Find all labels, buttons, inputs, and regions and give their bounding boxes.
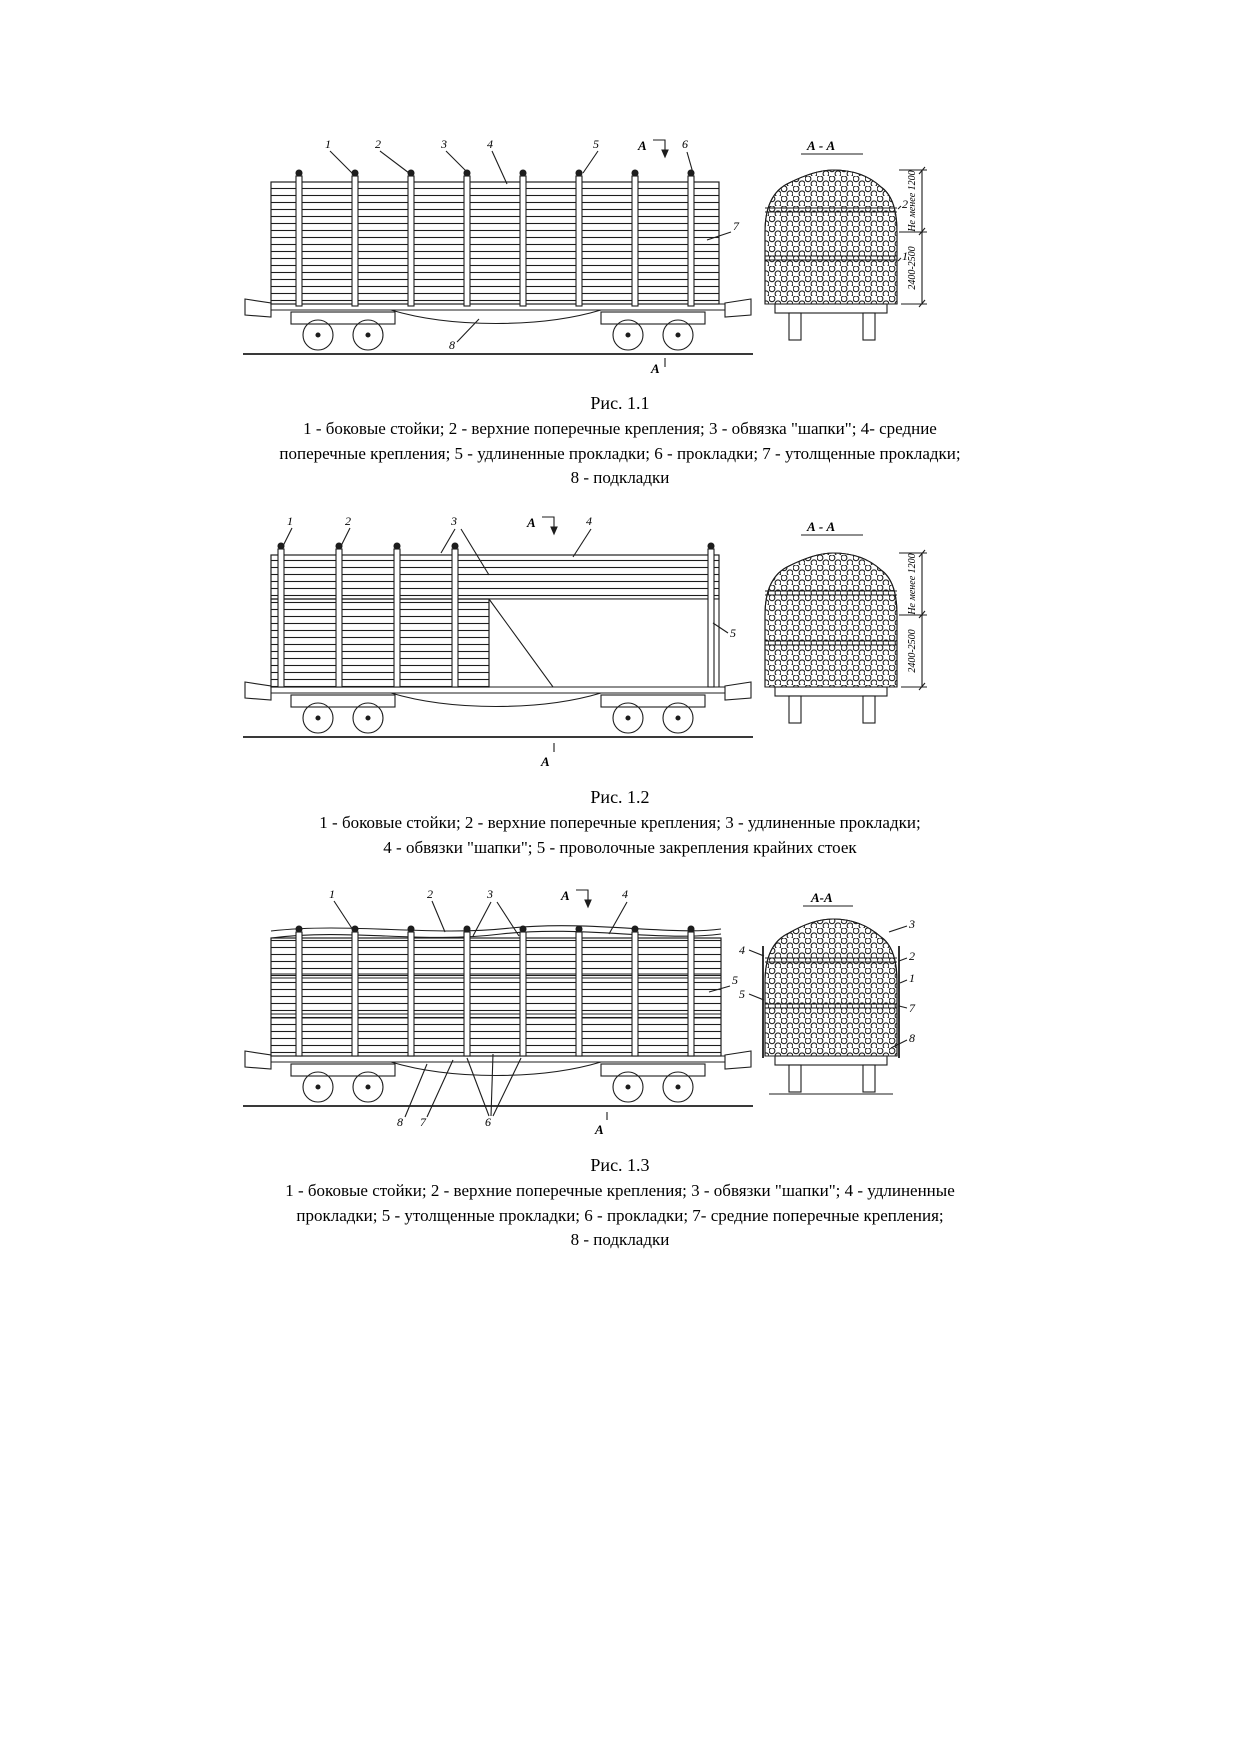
callout-3: 3 (487, 888, 493, 902)
railcar-side-view (243, 137, 753, 376)
callout-7-bottom: 7 (420, 1115, 426, 1130)
caption-line: прокладки; 5 - утолщенные прокладки; 6 - прокладки; 7- средние поперечные крепления; (296, 1205, 944, 1225)
end-callout-5: 5 (739, 987, 745, 1002)
end-callout-2: 2 (909, 949, 915, 964)
end-callout-1: 1 (909, 971, 915, 986)
callout-2: 2 (427, 888, 433, 902)
callout-6: 6 (682, 137, 688, 151)
section-mark-bottom: А (595, 1122, 604, 1138)
callout-8: 8 (449, 338, 455, 352)
figure-1-3-drawing (241, 888, 931, 1138)
figure-1-3-caption (0, 1179, 1240, 1253)
dim-top: Не менее 1200 (907, 170, 918, 232)
callout-6-bottom: 6 (485, 1115, 491, 1130)
end-callout-8: 8 (909, 1031, 915, 1046)
section-mark-top: А (638, 138, 647, 153)
callout-1: 1 (329, 888, 335, 902)
callout-5: 5 (593, 137, 599, 151)
railcar-side-view (243, 515, 753, 769)
end-callout-7: 7 (909, 1001, 915, 1016)
end-callout-1: 1 (902, 249, 908, 263)
callout-1: 1 (287, 514, 293, 528)
section-mark-top: А (527, 514, 536, 530)
dimensions (899, 550, 927, 690)
section-view-title: А - А (807, 518, 836, 534)
figure-1-2-drawing (241, 515, 931, 770)
caption-line: 1 - боковые стойки; 2 - верхние поперечные крепления; 3 - обвязка "шапки"; 4- средние (303, 419, 937, 438)
section-view (765, 519, 927, 723)
callout-8-bottom: 8 (397, 1115, 403, 1130)
callout-2: 2 (375, 137, 381, 151)
caption-line: поперечные крепления; 5 - удлиненные прокладки; 6 - прокладки; 7 - утолщенные прокладки; (279, 443, 961, 463)
section-mark-top: А (561, 888, 570, 904)
figure-1-3 (0, 888, 1240, 1253)
callout-5: 5 (732, 973, 738, 988)
section-mark-bottom: А (651, 361, 660, 376)
dimensions (899, 167, 927, 307)
figure-1-1-drawing-area (241, 136, 931, 381)
callout-7: 7 (733, 219, 739, 233)
figure-1-2-caption (0, 811, 1240, 860)
caption-line: 1 - боковые стойки; 2 - верхние поперечные крепления; 3 - удлиненные прокладки; (319, 812, 921, 832)
callout-3: 3 (441, 137, 447, 151)
section-view (739, 890, 916, 1094)
callout-4: 4 (622, 888, 628, 902)
section-mark-bottom: А (541, 753, 550, 769)
callout-1: 1 (325, 137, 331, 151)
figure-1-2 (0, 515, 1240, 860)
caption-line: 8 - подкладки (570, 1230, 670, 1250)
callout-5: 5 (730, 625, 736, 640)
figure-1-1-title: Рис. 1.1 (590, 393, 650, 413)
caption-line: 4 - обвязки "шапки"; 5 - проволочные закрепления крайних стоек (383, 837, 857, 857)
callout-2: 2 (345, 514, 351, 528)
figure-1-1-drawing (241, 136, 931, 376)
caption-line: 8 - подкладки (570, 468, 670, 488)
end-callout-2: 2 (902, 197, 908, 211)
figure-1-3-drawing-area (241, 888, 931, 1143)
figure-1-1-caption (0, 417, 1240, 491)
end-callout-4: 4 (739, 943, 745, 958)
figure-1-2-drawing-area (241, 515, 931, 775)
figure-1-1 (0, 0, 1240, 491)
figure-1-3-title: Рис. 1.3 (590, 1155, 650, 1176)
callout-4: 4 (487, 137, 493, 151)
caption-line: 1 - боковые стойки; 2 - верхние поперечные крепления; 3 - обвязки "шапки"; 4 - удлиненные (285, 1181, 955, 1201)
dim-side: 2400-2500 (907, 246, 918, 290)
callout-4: 4 (586, 514, 592, 528)
callout-3: 3 (451, 514, 457, 528)
dim-side: 2400-2500 (907, 629, 918, 673)
section-view-title: А - А (807, 138, 836, 153)
dim-top: Не менее 1200 (907, 553, 918, 615)
figure-1-2-title: Рис. 1.2 (590, 786, 650, 807)
railcar-side-view (243, 888, 753, 1137)
end-callout-3: 3 (909, 917, 915, 932)
section-view (765, 138, 927, 340)
section-view-title: А-А (811, 890, 833, 906)
